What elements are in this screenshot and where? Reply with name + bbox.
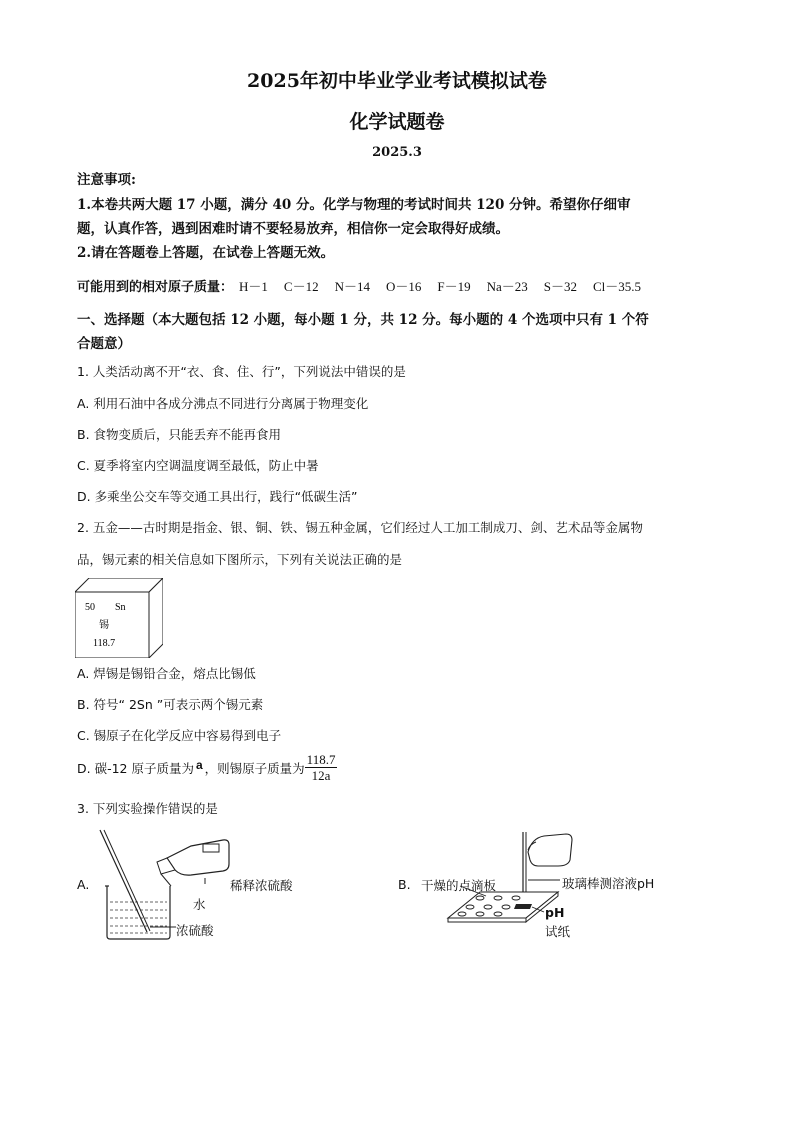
q1-option-b: B. 食物变质后，只能丢弃不能再食用 xyxy=(77,427,282,442)
atomic-mass-item: Na－23 xyxy=(486,279,528,294)
atomic-mass-item: S－32 xyxy=(543,279,577,294)
element-mass: 118.7 xyxy=(93,638,116,649)
atomic-masses xyxy=(77,276,657,295)
q3-option-b-letter: B. xyxy=(398,877,411,892)
q1-option-c: C. 夏季将室内空调温度调至最低，防止中暑 xyxy=(77,458,319,473)
q2-option-c: C. 锡原子在化学反应中容易得到电子 xyxy=(77,728,282,743)
atomic-mass-item: F－19 xyxy=(437,279,471,294)
hand xyxy=(528,834,572,866)
q2-stem-line-1: 2. 五金——古时期是指金、银、铜、铁、锡五种金属，它们经过人工加工制成刀、剑、艺术品等金属物 xyxy=(77,520,643,535)
q2-option-d-mid: ，则锡原子质量为 xyxy=(204,760,305,776)
notes-heading: 注意事项: xyxy=(77,172,136,188)
acid-stream xyxy=(161,874,171,886)
q2-option-b: B. 符号“ 2Sn ”可表示两个锡元素 xyxy=(77,697,264,712)
conc-acid-pointer xyxy=(150,920,180,934)
element-number: 50 xyxy=(85,602,95,613)
q2-option-d-var: a xyxy=(195,757,203,772)
atomic-mass-item: H－1 xyxy=(239,279,268,294)
atomic-mass-item: N－14 xyxy=(334,279,370,294)
q1-option-d: D. 多乘坐公交车等交通工具出行，践行“低碳生活” xyxy=(77,489,358,504)
label-dry-spot-plate: 干燥的点滴板 xyxy=(421,878,497,893)
element-symbol: Sn xyxy=(115,602,126,613)
q2-option-a: A. 焊锡是锡铅合金，熔点比锡低 xyxy=(77,666,256,681)
label-water: 水 xyxy=(193,897,206,912)
atomic-masses-label: 可能用到的相对原子质量： xyxy=(77,280,234,295)
q1-stem: 1. 人类活动离不开“衣、食、住、行”，下列说法中错误的是 xyxy=(77,364,406,379)
label-dilute-acid: 稀释浓硫酸 xyxy=(230,878,293,893)
q2-fraction-numerator: 118.7 xyxy=(306,752,336,767)
notes-line-2: 题，认真作答，遇到困难时请不要轻易放弃，相信你一定会取得好成绩。 xyxy=(77,221,509,237)
glass-rod-edge xyxy=(104,830,150,931)
q2-option-d xyxy=(77,752,337,783)
atomic-mass-item: Cl－35.5 xyxy=(593,279,642,294)
label-conc-acid: 浓硫酸 xyxy=(176,923,214,938)
exam-subtitle: 化学试题卷 xyxy=(349,111,445,133)
tin-element-card xyxy=(75,578,163,658)
notes-line-1: 1.本卷共两大题 17 小题，满分 40 分。化学与物理的考试时间共 120 分钟。希望你仔细审 xyxy=(77,197,631,213)
element-name: 锡 xyxy=(99,620,109,631)
q3-option-a-letter: A. xyxy=(77,877,90,892)
label-ph: pH xyxy=(545,905,565,920)
q3-stem: 3. 下列实验操作错误的是 xyxy=(77,801,218,816)
pouring-bottle xyxy=(167,840,229,875)
q2-fraction xyxy=(305,752,338,783)
q2-option-d-prefix: D. 碳-12 原子质量为 xyxy=(77,760,194,776)
atomic-mass-item: O－16 xyxy=(385,279,422,294)
exam-date: 2025.3 xyxy=(372,145,422,160)
ph-paper xyxy=(514,904,532,909)
q1-option-a: A. 利用石油中各成分沸点不同进行分离属于物理变化 xyxy=(77,396,369,411)
notes-line-3: 2.请在答题卷上答题，在试卷上答题无效。 xyxy=(77,245,335,261)
atomic-mass-item: C－12 xyxy=(283,279,319,294)
section1-heading: 一、选择题（本大题包括 12 小题，每小题 1 分，共 12 分。每小题的 4 个选项中只有 1 个符 xyxy=(77,312,649,328)
bottle-label xyxy=(203,844,219,852)
q2-fraction-denominator: 12a xyxy=(311,768,331,783)
label-glass-rod-ph: 玻璃棒测溶液pH xyxy=(562,876,655,891)
q2-stem-line-2: 品，锡元素的相关信息如下图所示，下列有关说法正确的是 xyxy=(77,552,403,567)
section1-heading-cont: 合题意） xyxy=(77,336,131,352)
label-test-paper: 试纸 xyxy=(545,924,571,939)
exam-title: 2025年初中毕业学业考试模拟试卷 xyxy=(247,70,547,92)
